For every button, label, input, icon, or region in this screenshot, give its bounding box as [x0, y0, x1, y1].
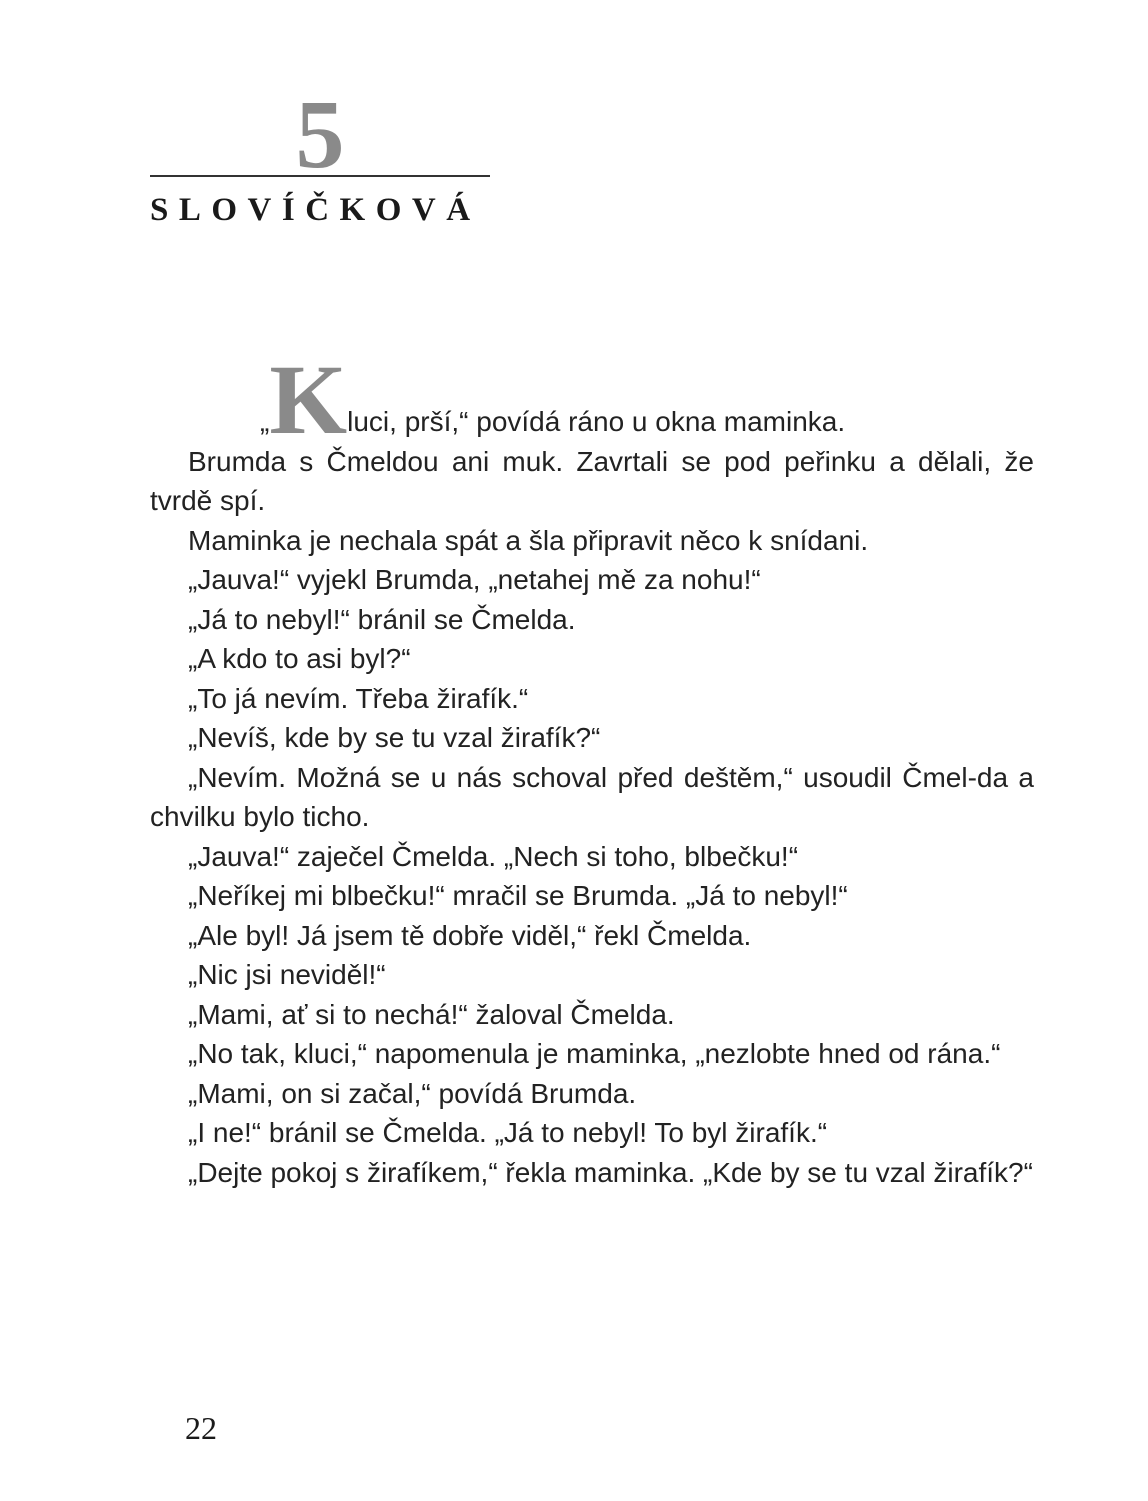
body-text	[150, 344, 1034, 1192]
paragraph: „Já to nebyl!“ bránil se Čmelda.	[188, 603, 576, 635]
paragraph: „To já nevím. Třeba žirafík.“	[188, 682, 529, 714]
paragraph: „Mami, on si začal,“ povídá Brumda.	[188, 1077, 637, 1109]
paragraph: „A kdo to asi byl?“	[188, 643, 411, 674]
opening-paragraph-text: luci, prší,“ povídá ráno u okna maminka.	[347, 406, 846, 437]
paragraph: Brumda s Čmeldou ani muk. Zavrtali se pod peřinku a dělali, že tvrdě spí.	[150, 445, 1034, 516]
paragraph: „Jauva!“ vyjekl Brumda, „netahej mě za nohu!“	[188, 564, 761, 595]
paragraph: „Dejte pokoj s žirafíkem,“ řekla maminka. „Kde by se tu vzal žirafík?“	[188, 1156, 1033, 1188]
opening-paragraph	[150, 344, 1034, 455]
paragraph: „Neříkej mi blbečku!“ mračil se Brumda. „Já to nebyl!“	[188, 880, 848, 911]
paragraph: „Nevíš, kde by se tu vzal žirafík?“	[188, 722, 601, 753]
page-number: 22	[185, 1410, 217, 1446]
paragraph: „Jauva!“ zaječel Čmelda. „Nech si toho, blbečku!“	[188, 840, 799, 872]
paragraph: „Nevím. Možná se u nás schoval před deštěm,“ usoudil Čmel-da a chvilku bylo ticho.	[150, 761, 1034, 832]
paragraph: „Mami, ať si to nechá!“ žaloval Čmelda.	[188, 998, 675, 1030]
chapter-title: SLOVÍČKOVÁ	[150, 192, 481, 228]
chapter-number: 5	[295, 81, 345, 189]
paragraph: Maminka je nechala spát a šla připravit něco k snídani.	[188, 524, 869, 556]
paragraph: „Ale byl! Já jsem tě dobře viděl,“ řekl Čmelda.	[188, 919, 752, 951]
paragraph: „No tak, kluci,“ napomenula je maminka, „nezlobte hned od rána.“	[188, 1038, 1001, 1069]
opening-quote: „	[260, 406, 270, 437]
drop-cap: K	[269, 344, 348, 455]
chapter-rule	[150, 175, 490, 177]
paragraph: „I ne!“ bránil se Čmelda. „Já to nebyl! To byl žirafík.“	[188, 1117, 828, 1148]
paragraph: „Nic jsi neviděl!“	[188, 959, 386, 990]
